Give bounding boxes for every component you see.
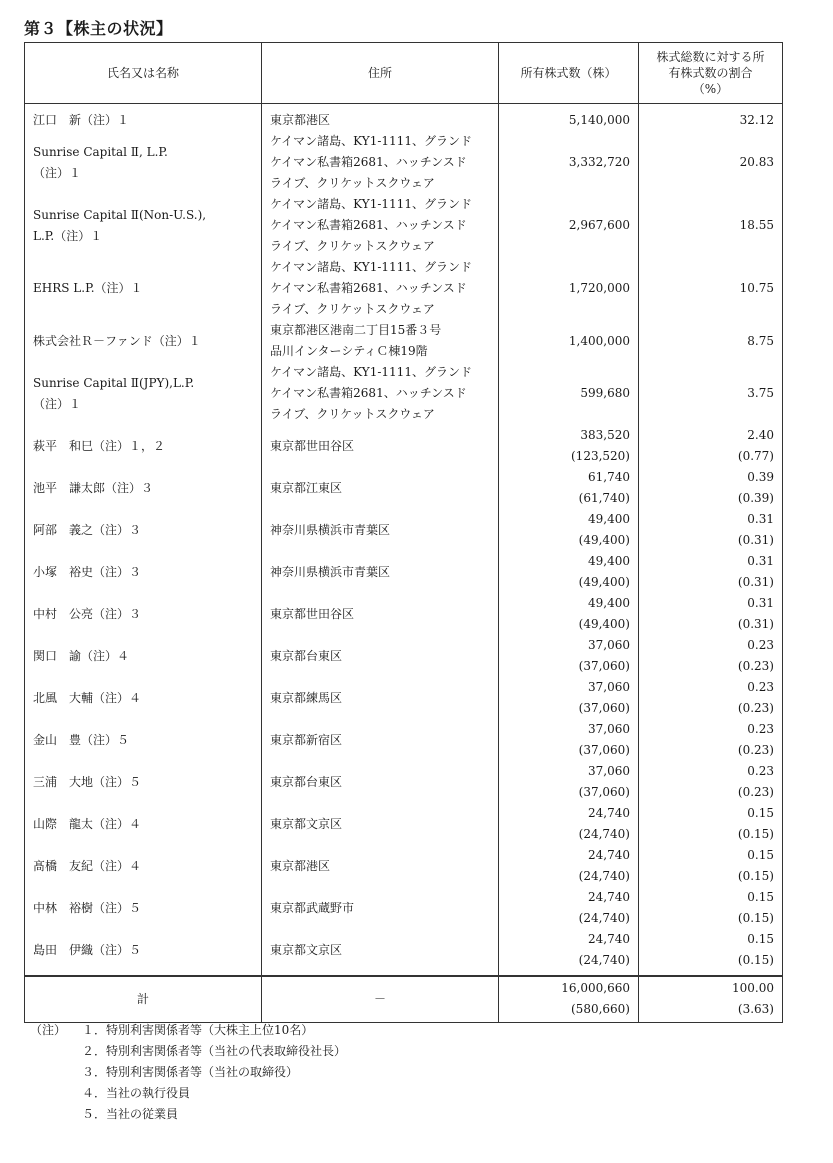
holder-shares-line: 24,740 — [588, 806, 630, 820]
holder-address-line: 東京都世田谷区 — [270, 438, 355, 453]
total-shares — [499, 976, 639, 1023]
holder-name — [25, 929, 262, 976]
holder-address-line: 東京都文京区 — [270, 816, 343, 831]
holder-address-line: ライブ、クリケットスクウェア — [270, 407, 435, 421]
holder-address — [262, 257, 499, 320]
header-address: 住所 — [262, 43, 499, 104]
holder-address — [262, 551, 499, 593]
holder-address-line: 品川インターシティＣ棟19階 — [270, 344, 428, 358]
table-row — [25, 593, 783, 635]
footnote-prefix — [30, 1041, 82, 1062]
holder-name — [25, 593, 262, 635]
holder-address — [262, 593, 499, 635]
holder-shares-line: 24,740 — [588, 890, 630, 904]
holder-shares — [499, 257, 639, 320]
page-title: 第３【株主の状況】 — [24, 19, 173, 38]
holder-name — [25, 509, 262, 551]
footnote-item — [30, 1083, 346, 1104]
holder-ratio-line: 18.55 — [739, 218, 774, 232]
holder-shares — [499, 593, 639, 635]
table-row — [25, 677, 783, 719]
holder-name-line: 池平 謙太郎（注）３ — [33, 480, 154, 495]
holder-ratio-line: 10.75 — [739, 281, 774, 295]
holder-name-line: （注）１ — [33, 165, 82, 180]
holder-shares-line: 49,400 — [588, 512, 630, 526]
holder-name — [25, 845, 262, 887]
holder-ratio — [639, 845, 783, 887]
table-row — [25, 425, 783, 467]
holder-ratio — [639, 635, 783, 677]
footnote-text: ２．特別利害関係者等（当社の代表取締役社長） — [82, 1044, 347, 1058]
holder-ratio — [639, 887, 783, 929]
holder-shares-line: 37,060 — [588, 764, 630, 778]
holder-ratio-line: (0.15) — [737, 911, 774, 925]
footnote-text: ３．特別利害関係者等（当社の取締役） — [82, 1065, 299, 1079]
holder-ratio-line: (0.31) — [737, 533, 774, 547]
footnote-item — [30, 1020, 346, 1041]
holder-address — [262, 887, 499, 929]
holder-ratio-line: (0.31) — [737, 575, 774, 589]
holder-shares-line: (24,740) — [578, 827, 630, 841]
holder-address-line: ケイマン諸島、KY1-1111、グランド — [270, 197, 472, 211]
holder-address-line: 東京都港区 — [270, 858, 331, 873]
holder-address-line: ケイマン私書箱2681、ハッチンスド — [270, 155, 467, 169]
holder-ratio-line: 8.75 — [747, 333, 774, 348]
holder-name-line: 北風 大輔（注）４ — [33, 690, 142, 705]
total-label: 計 — [25, 976, 262, 1023]
holder-ratio-line: 20.83 — [739, 155, 774, 169]
total-shares-value: 16,000,660 — [561, 981, 630, 995]
holder-address-line: 東京都世田谷区 — [270, 606, 355, 621]
holder-ratio — [639, 104, 783, 132]
holder-name — [25, 131, 262, 194]
holder-name — [25, 320, 262, 362]
footnote-prefix: （注） — [30, 1023, 67, 1037]
holder-name-line: （注）１ — [33, 396, 82, 411]
holder-ratio-line: (0.77) — [737, 449, 774, 463]
holder-ratio-line: (0.15) — [737, 869, 774, 883]
header-ratio-line: （%） — [692, 82, 729, 96]
holder-name — [25, 761, 262, 803]
header-ratio-line: 有株式数の割合 — [668, 66, 753, 80]
holder-address — [262, 104, 499, 132]
holder-shares-line: (49,400) — [578, 533, 630, 547]
holder-shares — [499, 467, 639, 509]
total-ratio-value: 100.00 — [732, 981, 774, 995]
holder-name — [25, 803, 262, 845]
holder-address — [262, 194, 499, 257]
holder-shares-line: 1,720,000 — [568, 281, 630, 295]
holder-address — [262, 425, 499, 467]
holder-address-line: 東京都江東区 — [270, 480, 343, 495]
footnote-item — [30, 1062, 346, 1083]
table-row — [25, 635, 783, 677]
holder-shares — [499, 551, 639, 593]
table-body — [25, 104, 783, 977]
holder-shares-line: (24,740) — [578, 953, 630, 967]
holder-address-line: ケイマン諸島、KY1-1111、グランド — [270, 365, 472, 379]
holder-name — [25, 104, 262, 132]
footnote-text: １．特別利害関係者等（大株主上位10名） — [82, 1023, 314, 1037]
holder-name-line: 山際 龍太（注）４ — [33, 816, 142, 831]
holder-address — [262, 929, 499, 976]
total-ratio — [639, 976, 783, 1023]
total-address: － — [262, 976, 499, 1023]
holder-shares-line: (123,520) — [571, 449, 630, 463]
total-ratio-sub: (3.63) — [737, 1002, 774, 1016]
holder-name-line: 小塚 裕史（注）３ — [33, 564, 142, 579]
footnote-text: ５．当社の従業員 — [82, 1107, 179, 1121]
holder-ratio-line: 0.15 — [747, 890, 774, 904]
holder-address-line: 東京都練馬区 — [270, 690, 343, 705]
total-row — [25, 976, 783, 1023]
holder-name-line: 中林 裕樹（注）５ — [33, 900, 142, 915]
footnote-text: ４．当社の執行役員 — [82, 1086, 191, 1100]
holder-ratio — [639, 425, 783, 467]
header-row — [25, 43, 783, 104]
holder-ratio-line: (0.15) — [737, 827, 774, 841]
holder-name — [25, 257, 262, 320]
holder-ratio — [639, 929, 783, 976]
holder-ratio — [639, 719, 783, 761]
holder-shares-line: 49,400 — [588, 554, 630, 568]
holder-ratio-line: (0.23) — [737, 785, 774, 799]
holder-ratio — [639, 362, 783, 425]
holder-ratio-line: 0.15 — [747, 806, 774, 820]
holder-shares-line: 37,060 — [588, 722, 630, 736]
holder-address-line: 神奈川県横浜市青葉区 — [270, 564, 391, 579]
holder-shares-line: 24,740 — [588, 932, 630, 946]
holder-ratio — [639, 257, 783, 320]
holder-shares — [499, 425, 639, 467]
holder-ratio — [639, 551, 783, 593]
holder-address — [262, 362, 499, 425]
shareholders-table — [24, 42, 783, 1023]
holder-shares — [499, 719, 639, 761]
holder-ratio-line: 0.15 — [747, 932, 774, 946]
holder-shares-line: (37,060) — [578, 785, 630, 799]
table-row — [25, 320, 783, 362]
holder-ratio-line: 2.40 — [747, 428, 774, 442]
holder-name-line: 阿部 義之（注）３ — [33, 522, 142, 537]
holder-name — [25, 551, 262, 593]
holder-address-line: 東京都港区 — [270, 113, 331, 127]
holder-ratio-line: 0.39 — [747, 470, 774, 484]
table-row — [25, 131, 783, 194]
table-row — [25, 719, 783, 761]
holder-shares-line: (37,060) — [578, 701, 630, 715]
holder-address-line: 東京都台東区 — [270, 774, 343, 789]
holder-ratio-line: (0.39) — [737, 491, 774, 505]
holder-name — [25, 467, 262, 509]
holder-shares-line: 61,740 — [588, 470, 630, 484]
holder-name-line: 中村 公亮（注）３ — [33, 606, 142, 621]
holder-address — [262, 467, 499, 509]
holder-ratio-line: 0.31 — [747, 554, 774, 568]
holder-shares — [499, 677, 639, 719]
holder-ratio — [639, 803, 783, 845]
holder-shares — [499, 845, 639, 887]
holder-address — [262, 845, 499, 887]
table-row — [25, 803, 783, 845]
footnote-item — [30, 1041, 346, 1062]
table-row — [25, 551, 783, 593]
holder-ratio — [639, 593, 783, 635]
holder-ratio — [639, 320, 783, 362]
holder-address-line: 東京都新宿区 — [270, 732, 343, 747]
holder-address-line: ケイマン諸島、KY1-1111、グランド — [270, 134, 472, 148]
holder-address — [262, 131, 499, 194]
holder-shares-line: (37,060) — [578, 743, 630, 757]
holder-shares-line: 1,400,000 — [568, 333, 630, 348]
holder-shares-line: 2,967,600 — [568, 218, 630, 232]
header-name: 氏名又は名称 — [25, 43, 262, 104]
holder-shares-line: (24,740) — [578, 911, 630, 925]
table-row — [25, 194, 783, 257]
holder-address-line: 東京都文京区 — [270, 942, 343, 957]
holder-address-line: ケイマン私書箱2681、ハッチンスド — [270, 218, 467, 232]
holder-shares — [499, 509, 639, 551]
holder-shares-line: 37,060 — [588, 638, 630, 652]
holder-ratio-line: 0.23 — [747, 722, 774, 736]
holder-address-line: 神奈川県横浜市青葉区 — [270, 522, 391, 537]
holder-shares — [499, 761, 639, 803]
holder-ratio-line: 0.23 — [747, 638, 774, 652]
holder-address — [262, 509, 499, 551]
holder-shares-line: (61,740) — [578, 491, 630, 505]
holder-address — [262, 677, 499, 719]
holder-name-line: Sunrise Capital Ⅱ, L.P. — [33, 144, 168, 159]
holder-name — [25, 425, 262, 467]
header-ratio-line: 株式総数に対する所 — [656, 50, 765, 64]
holder-name-line: 萩平 和巳（注）１，２ — [33, 438, 166, 453]
table-row — [25, 467, 783, 509]
holder-ratio-line: 0.15 — [747, 848, 774, 862]
holder-shares-line: 49,400 — [588, 596, 630, 610]
holder-name-line: 髙橋 友紀（注）４ — [33, 858, 142, 873]
holder-ratio — [639, 677, 783, 719]
holder-ratio-line: 0.23 — [747, 764, 774, 778]
table-row — [25, 257, 783, 320]
holder-shares — [499, 635, 639, 677]
holder-ratio-line: 32.12 — [739, 113, 774, 127]
holder-name — [25, 362, 262, 425]
holder-address — [262, 635, 499, 677]
table-row — [25, 887, 783, 929]
holder-ratio-line: 0.23 — [747, 680, 774, 694]
holder-shares-line: (37,060) — [578, 659, 630, 673]
holder-shares-line: (49,400) — [578, 617, 630, 631]
holder-ratio-line: 3.75 — [747, 386, 774, 400]
holder-name-line: EHRS L.P.（注）１ — [33, 281, 143, 295]
holder-name-line: 三浦 大地（注）５ — [33, 774, 142, 789]
holder-address — [262, 320, 499, 362]
footnote-prefix — [30, 1104, 82, 1125]
holder-name-line: 島田 伊織（注）５ — [33, 942, 142, 957]
holder-shares — [499, 131, 639, 194]
holder-shares — [499, 929, 639, 976]
holder-shares-line: (24,740) — [578, 869, 630, 883]
holder-address — [262, 761, 499, 803]
holder-address-line: ライブ、クリケットスクウェア — [270, 302, 435, 316]
footnotes — [30, 1020, 346, 1125]
holder-ratio — [639, 761, 783, 803]
holder-ratio-line: 0.31 — [747, 512, 774, 526]
holder-ratio-line: (0.23) — [737, 701, 774, 715]
table-row — [25, 929, 783, 976]
holder-name-line: 株式会社Ｒ－ファンド（注）１ — [33, 333, 201, 348]
holder-name-line: 関口 諭（注）４ — [33, 648, 130, 663]
table-row — [25, 104, 783, 132]
holder-name-line: L.P.（注）１ — [33, 228, 103, 243]
holder-address-line: ケイマン諸島、KY1-1111、グランド — [270, 260, 472, 274]
holder-shares-line: 24,740 — [588, 848, 630, 862]
total-shares-sub: (580,660) — [571, 1002, 630, 1016]
holder-name — [25, 635, 262, 677]
holder-name — [25, 719, 262, 761]
holder-shares — [499, 320, 639, 362]
holder-name — [25, 677, 262, 719]
holder-ratio-line: (0.31) — [737, 617, 774, 631]
holder-shares — [499, 362, 639, 425]
holder-shares — [499, 194, 639, 257]
holder-shares-line: 37,060 — [588, 680, 630, 694]
holder-ratio — [639, 467, 783, 509]
table-row — [25, 761, 783, 803]
holder-shares-line: 383,520 — [580, 428, 630, 442]
holder-name-line: 江口 新（注）１ — [33, 113, 130, 127]
holder-shares-line: 599,680 — [580, 386, 630, 400]
holder-shares-line: 3,332,720 — [568, 155, 630, 169]
holder-name — [25, 887, 262, 929]
holder-ratio-line: (0.23) — [737, 743, 774, 757]
table-row — [25, 509, 783, 551]
holder-address-line: ライブ、クリケットスクウェア — [270, 239, 435, 253]
holder-name-line: 金山 豊（注）５ — [33, 732, 130, 747]
holder-address-line: ケイマン私書箱2681、ハッチンスド — [270, 386, 467, 400]
holder-shares — [499, 104, 639, 132]
footnote-prefix — [30, 1062, 82, 1083]
header-ratio — [639, 43, 783, 104]
holder-address-line: 東京都港区港南二丁目15番３号 — [270, 323, 442, 337]
holder-address-line: 東京都台東区 — [270, 648, 343, 663]
holder-ratio-line: (0.15) — [737, 953, 774, 967]
table-row — [25, 845, 783, 887]
holder-ratio-line: (0.23) — [737, 659, 774, 673]
footnote-item — [30, 1104, 346, 1125]
holder-name-line: Sunrise Capital Ⅱ(Non-U.S.), — [33, 207, 207, 222]
table-row — [25, 362, 783, 425]
holder-ratio-line: 0.31 — [747, 596, 774, 610]
holder-ratio — [639, 131, 783, 194]
holder-name — [25, 194, 262, 257]
header-shares: 所有株式数（株） — [499, 43, 639, 104]
holder-name-line: Sunrise Capital Ⅱ(JPY),L.P. — [33, 375, 195, 390]
holder-ratio — [639, 194, 783, 257]
holder-shares-line: (49,400) — [578, 575, 630, 589]
holder-address-line: ライブ、クリケットスクウェア — [270, 176, 435, 190]
holder-address-line: 東京都武蔵野市 — [270, 900, 355, 915]
footnote-prefix — [30, 1083, 82, 1104]
holder-address — [262, 803, 499, 845]
holder-address — [262, 719, 499, 761]
holder-address-line: ケイマン私書箱2681、ハッチンスド — [270, 281, 467, 295]
holder-ratio — [639, 509, 783, 551]
holder-shares-line: 5,140,000 — [568, 113, 630, 127]
holder-shares — [499, 803, 639, 845]
holder-shares — [499, 887, 639, 929]
